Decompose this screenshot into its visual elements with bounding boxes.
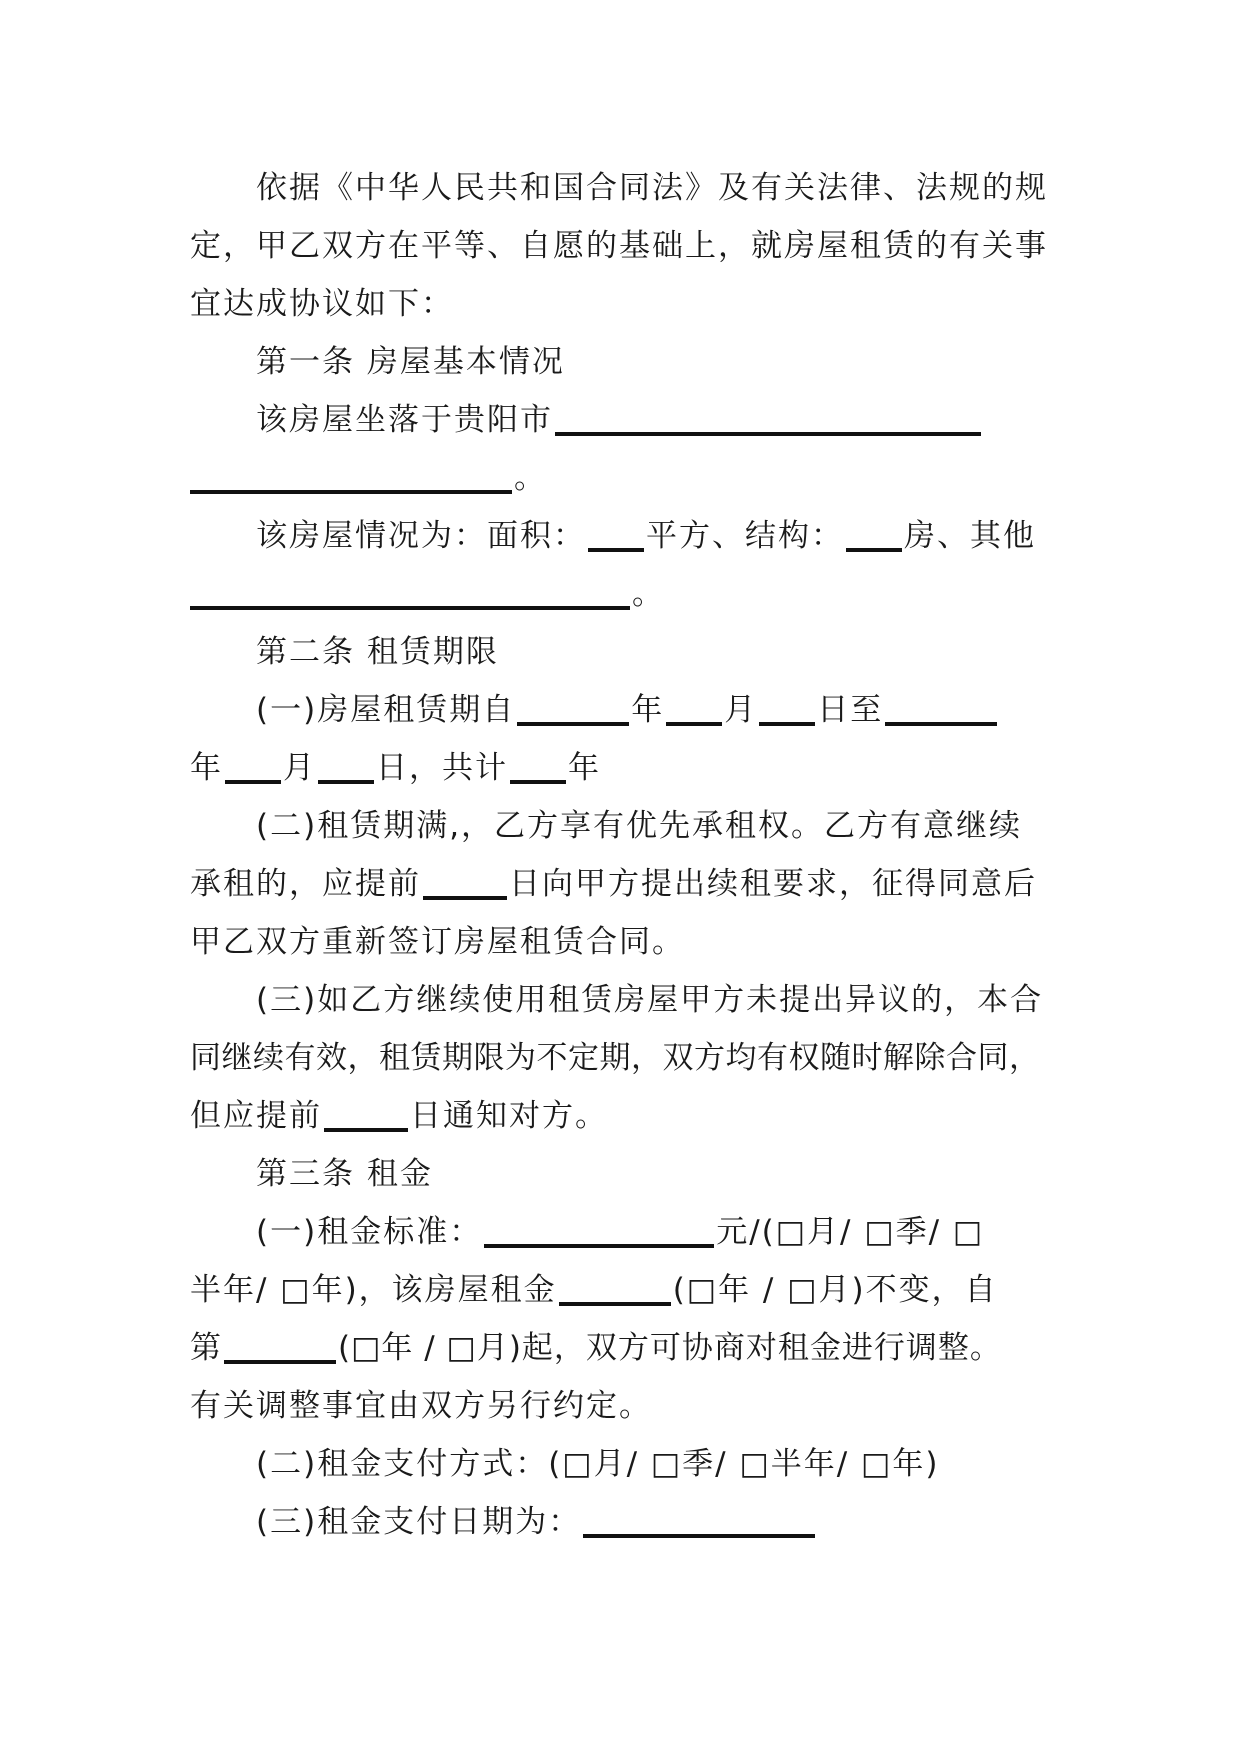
article-1-heading: 第一条 房屋基本情况 [256,344,565,380]
payment-date-label: (三)租金支付日期为： [256,1504,582,1540]
start-day-to: 日至 [817,692,884,728]
renewal-line-3: 甲乙双方重新签订房屋租赁合同。 [190,924,685,960]
start-month-unit: 月 [724,692,758,728]
lease-term-label: (一)房屋租赁期自 [256,692,516,728]
intro-line-3: 宜达成协议如下： [190,286,454,322]
renewal-label: 承租的，应提前 [190,866,421,902]
notice-text: 日通知对方。 [410,1098,608,1134]
location-line [190,391,1054,449]
other-line [190,565,1054,623]
renewal-text: 日向甲方提出续租要求，征得同意后 [509,866,1037,902]
start-year-blank[interactable] [517,692,629,726]
location-period: 。 [514,460,547,496]
article-3-heading: 第三条 租金 [256,1156,433,1192]
location-blank-1[interactable] [555,402,981,436]
intro-line-2: 定，甲乙双方在平等、自愿的基础上，就房屋租赁的有关事 [190,228,1048,264]
house-status-label: 该房屋情况为：面积： [256,518,586,554]
location-blank-2[interactable] [190,460,512,494]
total-year-unit: 年 [568,750,601,786]
structure-blank[interactable] [846,518,902,552]
rent-fixed-blank[interactable] [559,1272,671,1306]
end-month-unit: 月 [283,750,316,786]
total-label: 日，共计 [376,750,508,786]
lease-term-line-2 [190,739,1054,797]
intro-line-1: 依据《中华人民共和国合同法》及有关法律、法规的规 [256,170,1048,206]
renewal-line-2 [190,855,1054,913]
area-blank[interactable] [588,518,644,552]
other-blank[interactable] [190,576,630,610]
notice-days-blank[interactable] [324,1098,408,1132]
start-day-blank[interactable] [759,692,815,726]
continuation-line-3 [190,1087,1054,1145]
start-year-unit: 年 [631,692,665,728]
continuation-line-1: (三)如乙方继续使用租赁房屋甲方未提出异议的，本合 [256,982,1044,1018]
rent-standard-line-2 [190,1261,1054,1319]
end-year-blank[interactable] [885,692,997,726]
end-month-blank[interactable] [225,750,281,784]
house-status-line [190,507,1054,565]
payment-date-blank[interactable] [583,1504,815,1538]
rent-standard-line-3 [190,1319,1054,1377]
continuation-line-2: 同继续有效，租赁期限为不定期，双方均有权随时解除合同， [190,1040,1041,1076]
total-years-blank[interactable] [510,750,566,784]
rent-standard-label: (一)租金标准： [256,1214,483,1250]
other-period: 。 [632,576,665,612]
renewal-line-1: (二)租赁期满,，乙方享有优先承租权。乙方有意继续 [256,808,1023,844]
rent-period-options: 元/(□月/ □季/ □ [716,1214,985,1250]
location-line-2 [190,449,1054,507]
rent-fixed-options: (□年 / □月)不变，自 [672,1272,998,1308]
structure-unit: 房、其他 [904,518,1036,554]
rent-adjust-blank[interactable] [224,1330,336,1364]
rent-amount-blank[interactable] [484,1214,714,1248]
rent-standard-line-4: 有关调整事宜由双方另行约定。 [190,1388,652,1424]
lease-term-line [190,681,1054,739]
area-unit: 平方、结构： [646,518,844,554]
rent-adjust-label: 第 [190,1330,222,1366]
article-2-heading: 第二条 租赁期限 [256,634,499,670]
rent-adjust-text: (□年 / □月)起，双方可协商对租金进行调整。 [338,1330,1002,1366]
notice-label: 但应提前 [190,1098,322,1134]
contract-body [190,159,1054,1551]
rent-standard-line [190,1203,1054,1261]
end-year-unit: 年 [190,750,223,786]
start-month-blank[interactable] [666,692,722,726]
renewal-days-blank[interactable] [423,866,507,900]
payment-date-line [190,1493,1054,1551]
end-day-blank[interactable] [318,750,374,784]
payment-method-line: (二)租金支付方式：(□月/ □季/ □半年/ □年) [256,1446,940,1482]
location-label: 该房屋坐落于贵阳市 [256,402,553,438]
rent-fixed-label: 半年/ □年)，该房屋租金 [190,1272,557,1308]
